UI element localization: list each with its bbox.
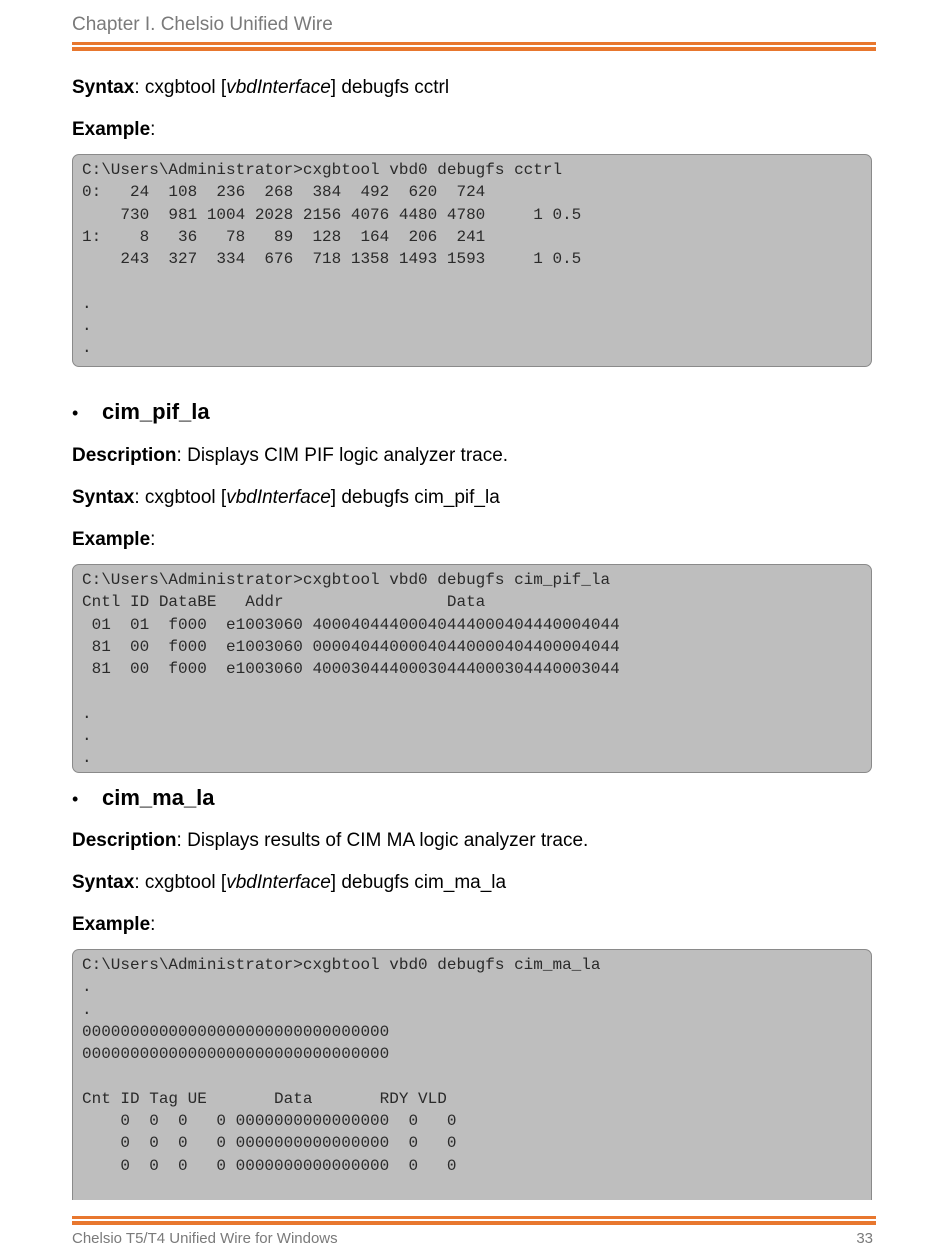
cim-pif-la-heading: cim_pif_la <box>102 399 210 424</box>
bullet-icon: • <box>72 403 79 423</box>
cim-ma-la-syntax: Syntax: cxgbtool [vbdInterface] debugfs cim_ma_la <box>72 872 507 893</box>
bullet-icon: • <box>72 789 79 809</box>
chapter-title: Chapter I. Chelsio Unified Wire <box>72 14 333 35</box>
cim-ma-la-description: Description: Displays results of CIM MA logic analyzer trace. <box>72 830 589 851</box>
cim-pif-la-syntax: Syntax: cxgbtool [vbdInterface] debugfs cim_pif_la <box>72 487 500 508</box>
cim-pif-la-code: C:\Users\Administrator>cxgbtool vbd0 debugfs cim_pif_la Cntl ID DataBE Addr Data 01 01 f000 e1003060 40004044400040444000404440004044 81 00 f000 e1003060 00004044000040440000404400004044 81 00 f000 e1003060 40003044400030444000304440003044 . . . <box>82 571 620 768</box>
footer-rule-top <box>72 1216 876 1219</box>
cim-ma-la-code: C:\Users\Administrator>cxgbtool vbd0 debugfs cim_ma_la . . 00000000000000000000000000000000 00000000000000000000000000000000 Cnt ID Tag UE Data RDY VLD 0 0 0 0 0000000000000000 0 0 0 0 0 0 0000000000000000 0 0 0 0 0 0 0000000000000000 0 0 <box>82 956 601 1175</box>
footer-rule-bottom <box>72 1221 876 1225</box>
cim-ma-la-heading: cim_ma_la <box>102 785 215 810</box>
cim-pif-la-description: Description: Displays CIM PIF logic analyzer trace. <box>72 445 509 466</box>
cim-ma-la-code-block <box>72 949 872 1200</box>
cim-pif-la-example-label: Example: <box>72 529 156 550</box>
cctrl-code-block <box>72 154 872 367</box>
header-rule-bottom <box>72 47 876 51</box>
cctrl-example-label: Example: <box>72 119 156 140</box>
cctrl-code: C:\Users\Administrator>cxgbtool vbd0 debugfs cctrl 0: 24 108 236 268 384 492 620 724 730 981 1004 2028 2156 4076 4480 4780 1 0.5 1: 8 36 78 89 128 164 206 241 243 327 334 676 718 1358 1493 1593 1 0.5 . . . <box>82 161 582 358</box>
header-rule-top <box>72 42 876 45</box>
cim-pif-la-code-block <box>72 564 872 773</box>
page-number: 33 <box>856 1230 873 1247</box>
cim-ma-la-example-label: Example: <box>72 914 156 935</box>
cctrl-syntax: Syntax: cxgbtool [vbdInterface] debugfs cctrl <box>72 77 450 98</box>
footer-doc-title: Chelsio T5/T4 Unified Wire for Windows <box>72 1230 338 1247</box>
